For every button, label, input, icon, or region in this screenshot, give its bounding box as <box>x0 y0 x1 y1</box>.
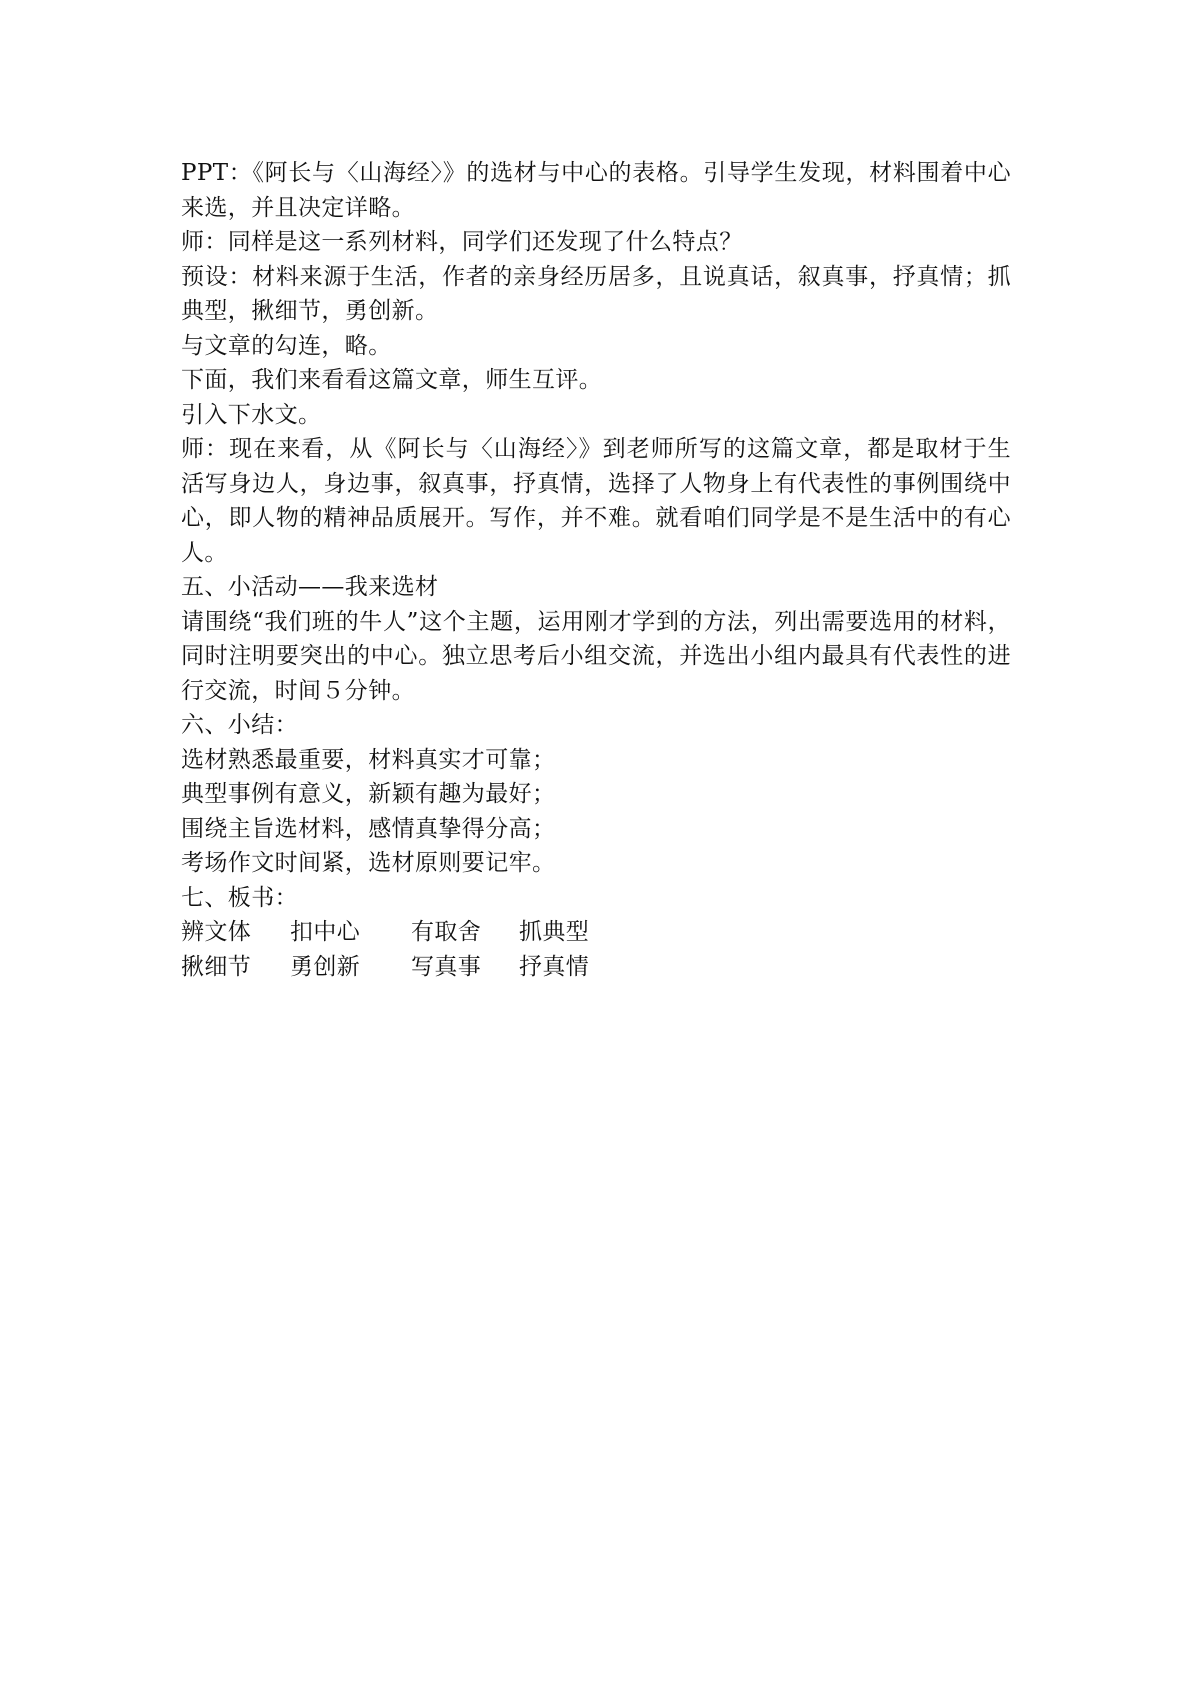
blackboard-item: 辨文体 <box>181 919 252 945</box>
summary-verse-line: 典型事例有意义，新颖有趣为最好； <box>181 781 556 807</box>
summary-verse-line: 围绕主旨选材料，感情真挚得分高； <box>181 815 556 842</box>
blackboard-row <box>181 915 1011 950</box>
paragraph-model-essay: 引入下水文。 <box>181 401 322 428</box>
blackboard-row <box>181 950 1011 985</box>
section-heading-activity: 五、小活动——我来选材 <box>181 574 439 600</box>
paragraph-teacher-summary: 师：现在来看，从《阿长与〈山海经〉》到老师所写的这篇文章，都是取材于生活写身边人，身边事，叙真事，抒真情，选择了人物身上有代表性的事例围绕中心，即人物的精神品质展开。写作，并不难。就看咱们同学是不是生活中的有心人。 <box>181 436 1011 566</box>
blackboard-item: 扣中心 <box>290 919 361 945</box>
blackboard-item: 勇创新 <box>290 953 361 980</box>
blackboard-item: 有取舍 <box>411 919 482 945</box>
blackboard-item: 抓典型 <box>519 919 590 945</box>
section-heading-blackboard: 七、板书： <box>181 884 298 911</box>
summary-verse-line: 考场作文时间紧，选材原则要记牢。 <box>181 850 556 876</box>
paragraph-activity-instructions: 请围绕“我们班的牛人”这个主题，运用刚才学到的方法，列出需要选用的材料，同时注明要突出的中心。独立思考后小组交流，并选出小组内最具有代表性的进行交流，时间５分钟。 <box>181 608 1011 704</box>
paragraph-peer-review: 下面，我们来看看这篇文章，师生互评。 <box>181 367 603 393</box>
section-heading-summary: 六、小结： <box>181 712 298 738</box>
blackboard-item: 写真事 <box>411 953 482 980</box>
paragraph-ppt-table: PPT：《阿长与〈山海经〉》的选材与中心的表格。引导学生发现，材料围着中心来选，并且决定详略。 <box>181 160 1011 221</box>
blackboard-item: 抒真情 <box>519 953 590 980</box>
blackboard-item: 揪细节 <box>181 953 252 980</box>
summary-verse-line: 选材熟悉最重要，材料真实才可靠； <box>181 746 556 773</box>
paragraph-preset-answer: 预设：材料来源于生活，作者的亲身经历居多，且说真话，叙真事，抒真情；抓典型，揪细节，勇创新。 <box>181 263 1011 324</box>
paragraph-teacher-question: 师：同样是这一系列材料，同学们还发现了什么特点？ <box>181 229 743 255</box>
paragraph-article-link: 与文章的勾连，略。 <box>181 332 392 359</box>
document-body <box>181 156 1011 984</box>
